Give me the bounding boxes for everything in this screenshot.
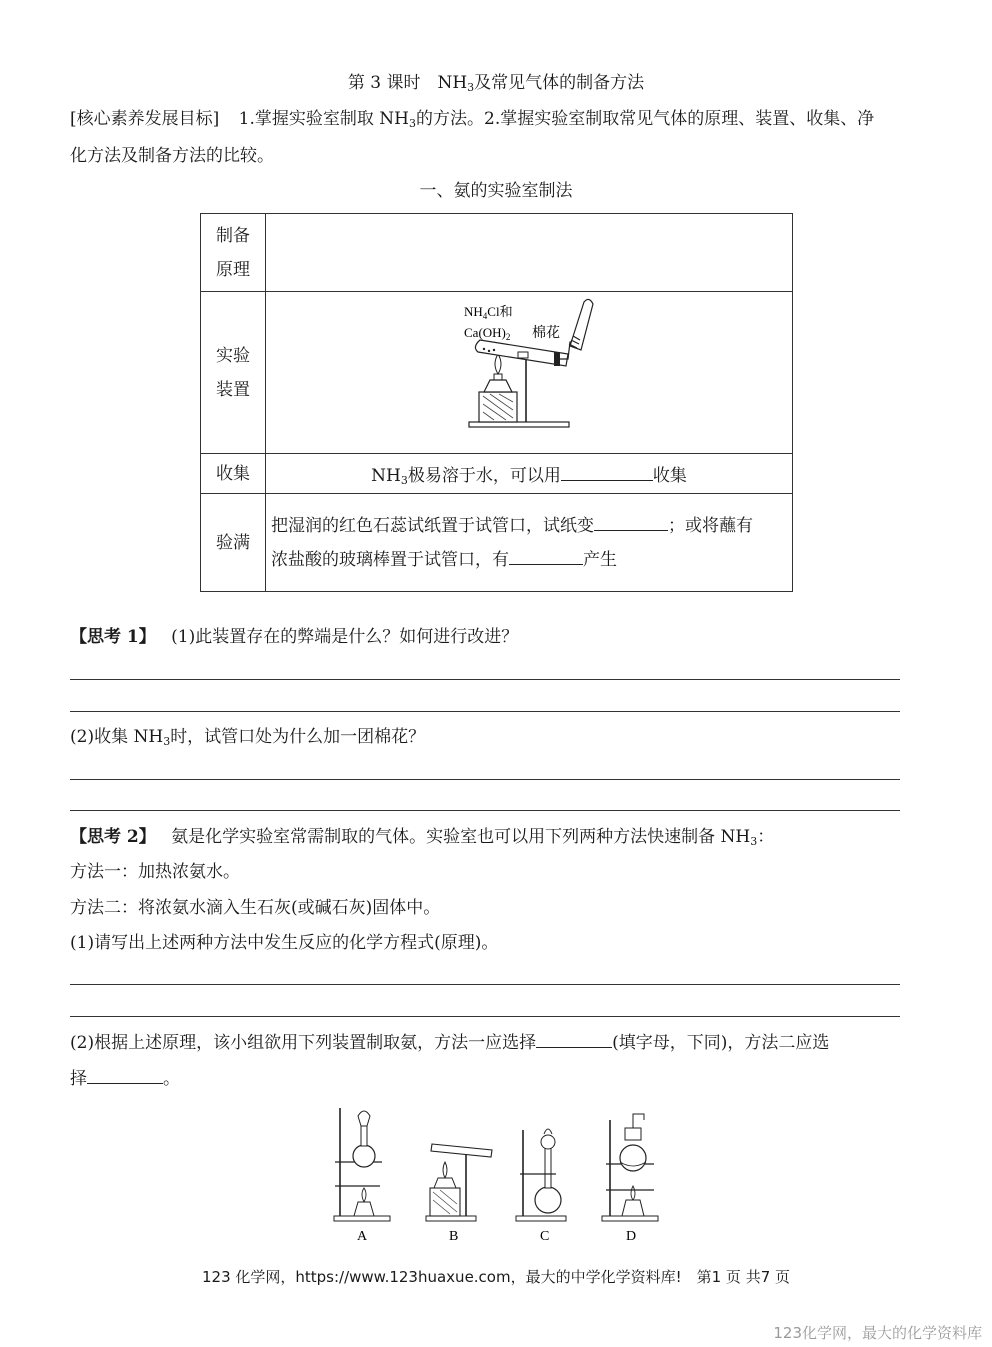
answer-line[interactable] <box>70 711 900 712</box>
color-blank[interactable] <box>594 514 668 531</box>
answer-line[interactable] <box>70 679 900 680</box>
page-title: 第 3 课时 $NH_3$及常见气体的制备方法 <box>347 73 645 94</box>
apparatus-b <box>426 1144 492 1221</box>
apparatus-label-a: A <box>357 1229 368 1244</box>
alcohol-lamp <box>484 380 512 392</box>
collection-blank[interactable] <box>561 464 653 481</box>
goals-label: [核心素养发展目标] <box>70 109 220 129</box>
clamp <box>518 352 528 358</box>
collection-tube <box>570 299 593 350</box>
method2-blank[interactable] <box>87 1067 163 1084</box>
method-one: 方法一：加热浓氨水。 <box>70 862 240 882</box>
answer-line[interactable] <box>70 779 900 780</box>
answer-line[interactable] <box>70 810 900 811</box>
think2-label: 【思考 2】 <box>70 827 156 847</box>
apparatus-choices-figure <box>320 1100 670 1250</box>
apparatus-label-d: D <box>626 1229 637 1244</box>
answer-line[interactable] <box>70 984 900 985</box>
reagent-dot <box>483 348 485 350</box>
principle-answer-cell[interactable] <box>266 214 793 292</box>
table-row-full-test <box>201 494 793 592</box>
collection-header: 收集 <box>201 454 266 494</box>
watermark: 123化学网，最大的化学资料库 <box>773 1324 982 1342</box>
goals-line-2: 化方法及制备方法的比较。 <box>70 146 274 166</box>
collection-cell: $NH_3$极易溶于水，可以用 收集 <box>266 454 793 494</box>
think2-q2-line2: 择 。 <box>70 1069 180 1089</box>
goals-line-1: [核心素养发展目标] 1.掌握实验室制取 $NH_3$的方法。2.掌握实验室制取常见气体的原理、装置、收集、净 <box>70 109 875 130</box>
phenomenon-blank[interactable] <box>509 548 583 565</box>
ammonia-apparatus-figure <box>266 292 794 454</box>
think2-q2-line1: (2)根据上述原理，该小组欲用下列装置制取氨，方法一应选择 (填字母，下同)，方法二应选 <box>70 1033 830 1053</box>
table-row-principle <box>201 214 793 292</box>
think1-q2: (2)收集 $NH_3$时，试管口处为什么加一团棉花？ <box>70 727 426 748</box>
stopper <box>554 352 560 366</box>
label-nh4cl: $NH_4Cl$和 <box>464 304 513 321</box>
think2-intro: 【思考 2】 氨是化学实验室常需制取的气体。实验室也可以用下列两种方法快速制备 $NH_3$： <box>70 827 775 848</box>
apparatus-label-c: C <box>540 1229 550 1244</box>
method1-blank[interactable] <box>536 1031 612 1048</box>
table-row-apparatus <box>201 292 793 454</box>
method-two: 方法二：将浓氨水滴入生石灰(或碱石灰)固体中。 <box>70 898 441 918</box>
full-test-header: 验满 <box>201 494 266 592</box>
apparatus-d <box>602 1114 658 1221</box>
label-cotton: 棉花 <box>532 326 560 341</box>
apparatus-header: 实验 装置 <box>201 292 266 454</box>
principle-header: 制备 原理 <box>201 214 266 292</box>
section-heading: 一、氨的实验室制法 <box>419 181 573 201</box>
think1-q1: 【思考 1】 (1)此装置存在的弊端是什么？如何进行改进？ <box>70 627 519 647</box>
apparatus-c <box>516 1129 566 1221</box>
think2-q1: (1)请写出上述两种方法中发生反应的化学方程式(原理)。 <box>70 933 499 953</box>
label-caoh2: $Ca(OH)_2$ <box>464 325 511 342</box>
apparatus-cell <box>266 292 793 454</box>
ammonia-prep-table <box>200 213 793 592</box>
think1-label: 【思考 1】 <box>70 627 156 647</box>
apparatus-label-b: B <box>449 1229 459 1244</box>
flame-icon <box>495 354 501 374</box>
page-footer: 123 化学网，https://www.123huaxue.com，最大的中学化学资料库! 第1 页 共7 页 <box>201 1268 791 1286</box>
full-test-cell: 把湿润的红色石蕊试纸置于试管口，试纸变 ；或将蘸有 浓盐酸的玻璃棒置于试管口，有 产生 <box>266 494 793 592</box>
stand-base <box>469 422 569 427</box>
table-row-collection <box>201 454 793 494</box>
apparatus-a <box>334 1108 390 1221</box>
answer-line[interactable] <box>70 1016 900 1017</box>
